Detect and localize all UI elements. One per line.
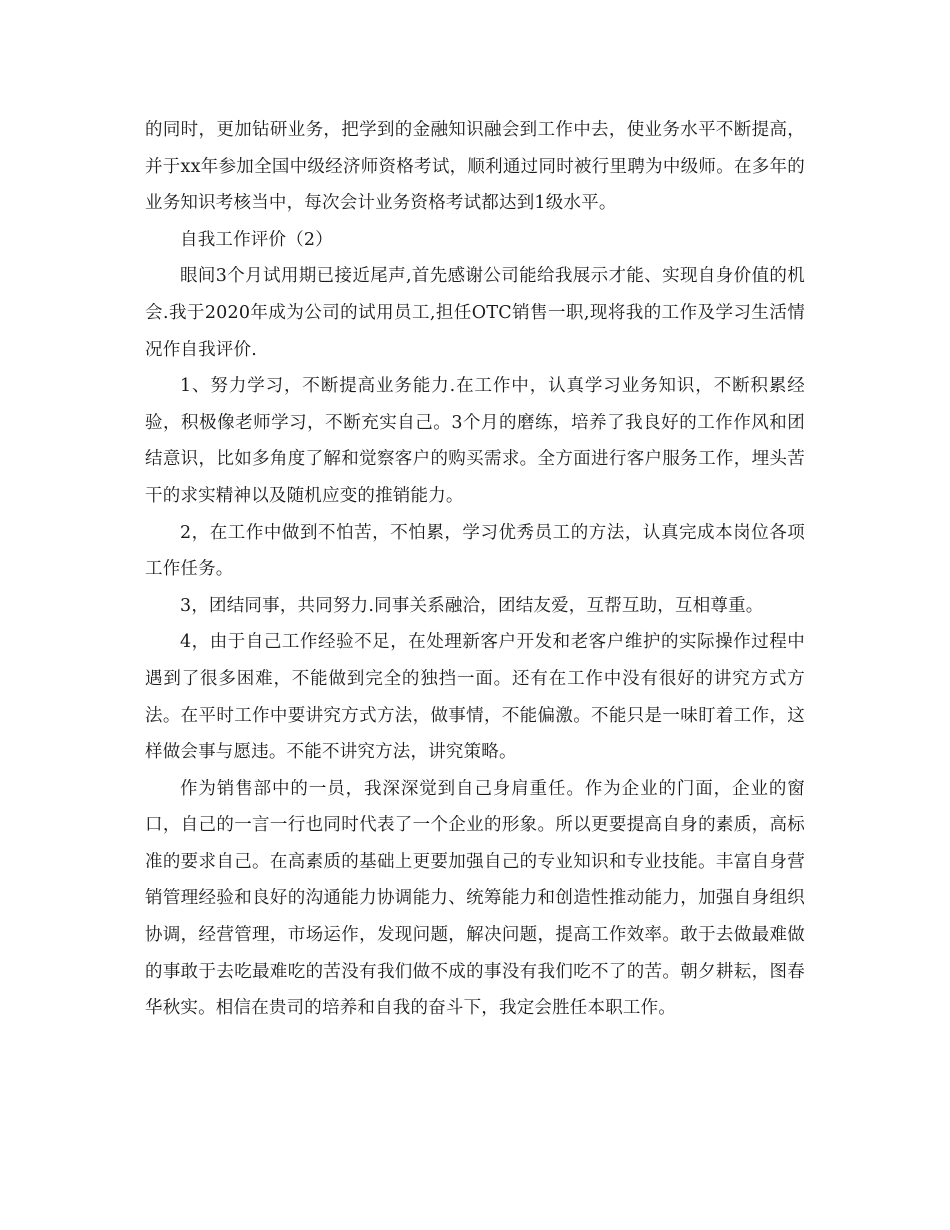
document-body xyxy=(145,112,805,1027)
paragraph-point-4: 4，由于自己工作经验不足，在处理新客户开发和老客户维护的实际操作过程中遇到了很多困难，不能做到完全的独挡一面。还有在工作中没有很好的讲究方式方法。在平时工作中要讲究方式方法，做事情，不能偏激。不能只是一味盯着工作，这样做会事与愿违。不能不讲究方法，讲究策略。 xyxy=(145,632,805,763)
paragraph-point-1: 1、努力学习，不断提高业务能力.在工作中，认真学习业务知识，不断积累经验，积极像老师学习，不断充实自己。3个月的磨练，培养了我良好的工作作风和团结意识，比如多角度了解和觉察客户的购买需求。全方面进行客户服务工作，埋头苦干的求实精神以及随机应变的推销能力。 xyxy=(145,376,805,506)
paragraph-point-2: 2，在工作中做到不怕苦，不怕累，学习优秀员工的方法，认真完成本岗位各项工作任务。 xyxy=(145,522,805,580)
paragraph-conclusion: 作为销售部中的一员，我深深觉到自己身肩重任。作为企业的门面，企业的窗口，自己的一言一行也同时代表了一个企业的形象。所以更要提高自身的素质，高标准的要求自己。在高素质的基础上更要加强自己的专业知识和专业技能。丰富自身营销管理经验和良好的沟通能力协调能力、统筹能力和创造性推动能力，加强自身组织协调，经营管理，市场运作，发现问题，解决问题，提高工作效率。敢于去做最难做的事敢于去吃最难吃的苦没有我们做不成的事没有我们吃不了的苦。朝夕耕耘，图春华秋实。相信在贵司的培养和自我的奋斗下，我定会胜任本职工作。 xyxy=(145,778,805,1019)
paragraph-continuation: 的同时，更加钻研业务，把学到的金融知识融会到工作中去，使业务水平不断提高，并于xx年参加全国中级经济师资格考试，顺利通过同时被行里聘为中级师。在多年的业务知识考核当中，每次会计业务资格考试都达到1级水平。 xyxy=(145,120,805,214)
section-heading: 自我工作评价（2） xyxy=(180,229,333,250)
paragraph-intro: 眼间3个月试用期已接近尾声,首先感谢公司能给我展示才能、实现自身价值的机会.我于2020年成为公司的试用员工,担任OTC销售一职,现将我的工作及学习生活情况作自我评价. xyxy=(145,266,805,360)
paragraph-point-3: 3，团结同事，共同努力.同事关系融洽，团结友爱，互帮互助，互相尊重。 xyxy=(180,595,764,616)
